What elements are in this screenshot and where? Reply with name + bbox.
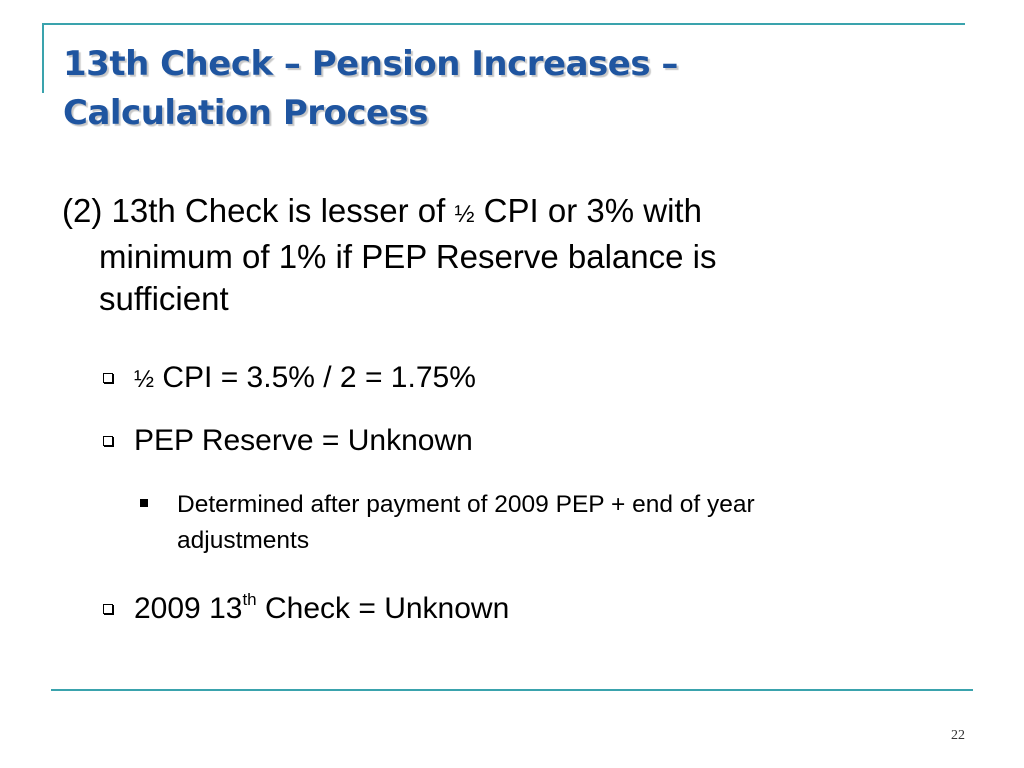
main-point-line-2: minimum of 1% if PEP Reserve balance is (99, 238, 717, 275)
main-point-line-1-suffix: CPI or 3% with (474, 192, 702, 229)
main-point-line-1-prefix: (2) 13th Check is lesser of (62, 192, 455, 229)
sub-bullet-cpi-half-symbol: ½ (134, 366, 155, 393)
sub-sub-bullet-line-2: adjustments (177, 527, 310, 554)
sub-bullet-13th-check-superscript: th (242, 590, 257, 609)
sub-sub-bullet-text (177, 487, 937, 559)
slide-title (63, 40, 963, 138)
sub-bullet-13th-check-text (134, 584, 509, 627)
hollow-square-bullet-icon (103, 604, 113, 614)
sub-bullet-cpi-value: CPI = 3.5% / 2 = 1.75% (154, 361, 476, 394)
main-point-line-1 (62, 190, 942, 236)
sub-bullet-cpi (103, 360, 476, 398)
page-number: 22 (951, 728, 965, 743)
main-point-line-3: sufficient (99, 280, 229, 317)
sub-bullet-cpi-text (134, 360, 476, 398)
frame-bottom-rule (51, 689, 973, 691)
hollow-square-bullet-icon (103, 436, 113, 446)
sub-bullet-pep-reserve (103, 423, 473, 459)
sub-bullet-13th-check (103, 584, 509, 627)
title-line-2: Calculation Process (63, 93, 429, 133)
frame-top-rule (42, 23, 965, 25)
filled-square-bullet-icon (140, 499, 148, 507)
title-line-1: 13th Check – Pension Increases – (63, 44, 678, 84)
sub-bullet-13th-check-suffix: Check = Unknown (256, 592, 510, 625)
sub-bullet-13th-check-prefix: 2009 13 (134, 592, 243, 625)
main-point (62, 190, 942, 320)
main-point-half-symbol: ½ (454, 201, 475, 228)
sub-sub-bullet-line-1: Determined after payment of 2009 PEP + end of year (177, 491, 755, 518)
sub-bullet-pep-reserve-text: PEP Reserve = Unknown (134, 424, 473, 457)
hollow-square-bullet-icon (103, 373, 113, 383)
frame-left-rule (42, 23, 44, 93)
